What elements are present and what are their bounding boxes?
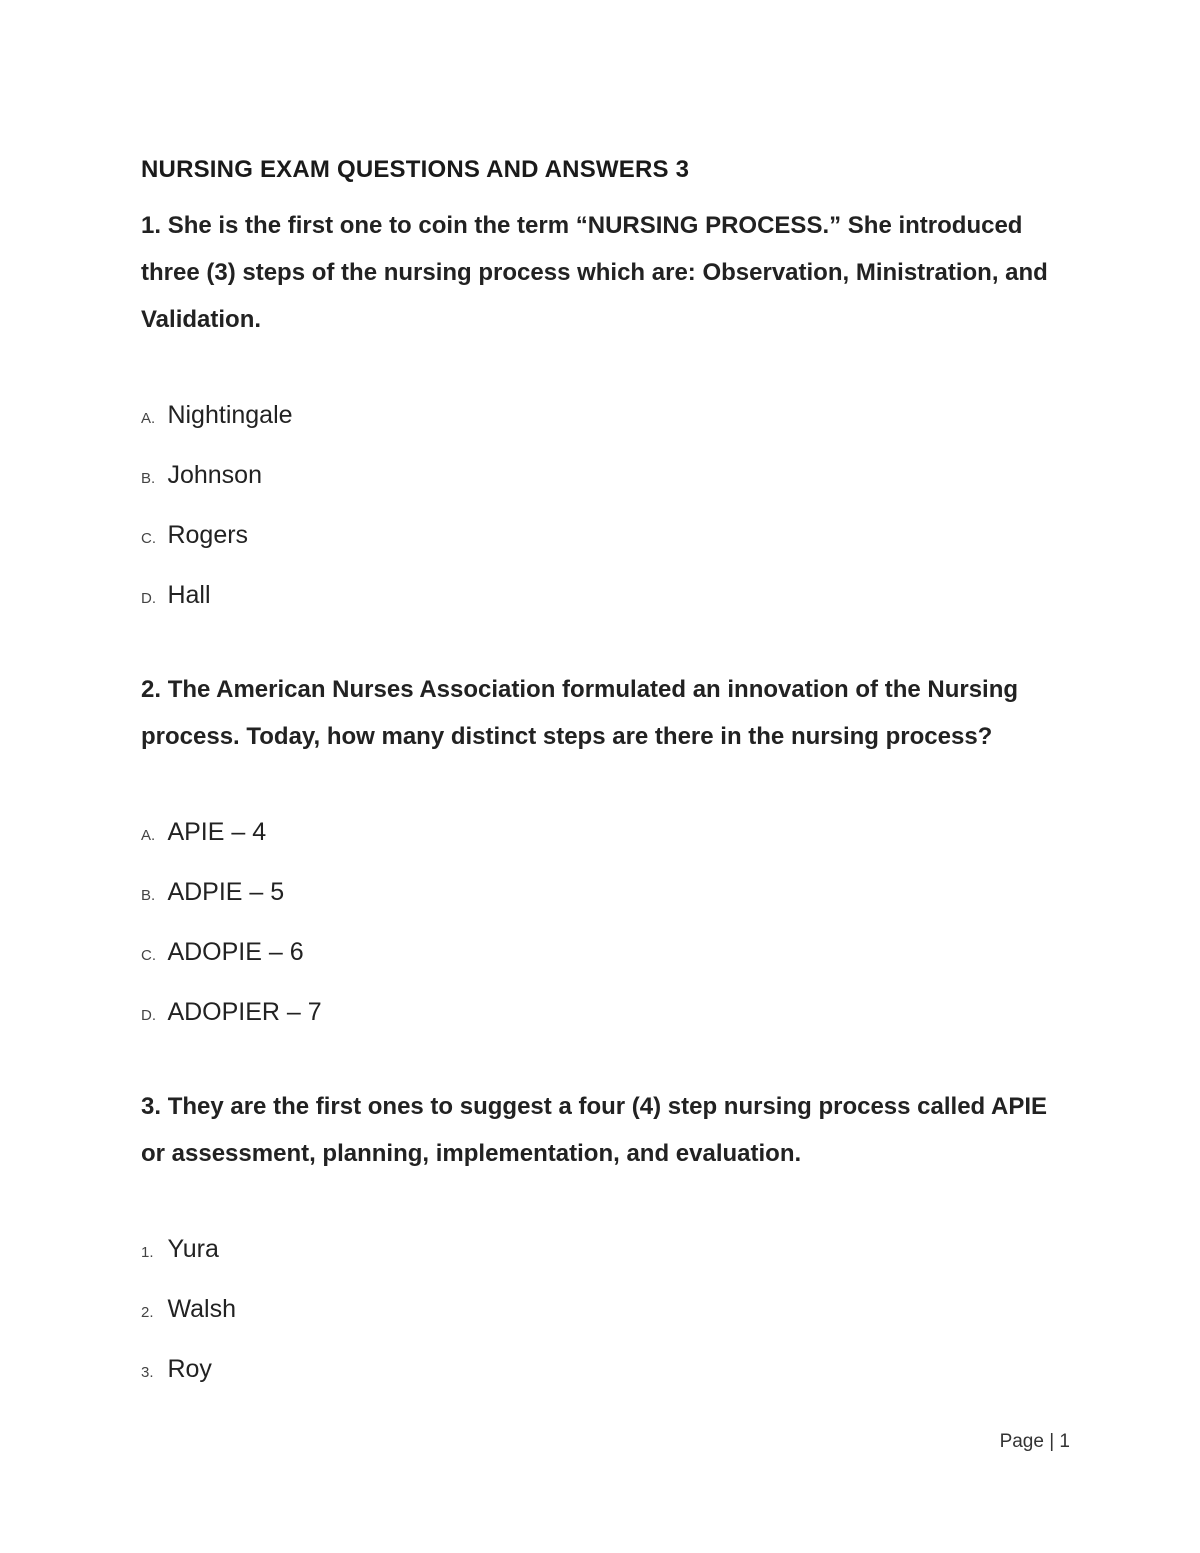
option-text: ADPIE – 5 [167, 878, 285, 906]
option-text: Nightingale [167, 401, 293, 429]
question-text: She is the first one to coin the term “NURSING PROCESS.” She introduced three (3) steps of the nursing process which are: Observation, Ministration, and Validation. [141, 212, 1048, 333]
option-marker: D. [141, 590, 156, 607]
option-marker: 3. [141, 1364, 154, 1381]
option-text: ADOPIE – 6 [167, 938, 304, 966]
question-text: The American Nurses Association formulated an innovation of the Nursing process. Today, how many distinct steps are there in the nursing process? [141, 676, 1019, 750]
option-3-3 [141, 1354, 212, 1388]
question-1 [141, 202, 1061, 343]
question-3 [141, 1083, 1061, 1177]
option-1a [141, 400, 293, 434]
option-2c [141, 937, 304, 971]
option-marker: 1. [141, 1244, 154, 1261]
option-marker: A. [141, 827, 156, 844]
option-text: Rogers [167, 521, 249, 549]
page-title: NURSING EXAM QUESTIONS AND ANSWERS 3 [141, 156, 690, 183]
option-1c [141, 520, 248, 554]
option-text: Walsh [167, 1295, 236, 1323]
question-number: 2. [141, 676, 162, 703]
option-2b [141, 877, 284, 911]
option-1d [141, 580, 211, 614]
option-text: APIE – 4 [167, 818, 267, 846]
option-marker: C. [141, 530, 156, 547]
option-3-1 [141, 1234, 219, 1268]
option-marker: 2. [141, 1304, 154, 1321]
page-number: Page | 1 [999, 1431, 1070, 1452]
question-text: They are the first ones to suggest a four (4) step nursing process called APIE or assessment, planning, implementation, and evaluation. [141, 1093, 1048, 1167]
option-marker: C. [141, 947, 156, 964]
option-marker: B. [141, 887, 156, 904]
question-number: 1. [141, 212, 162, 239]
option-1b [141, 460, 262, 494]
option-2a [141, 817, 266, 851]
option-text: Roy [167, 1355, 212, 1383]
option-marker: D. [141, 1007, 156, 1024]
option-text: ADOPIER – 7 [167, 998, 322, 1026]
option-text: Yura [167, 1235, 219, 1263]
option-marker: A. [141, 410, 156, 427]
option-2d [141, 997, 322, 1031]
question-2 [141, 666, 1061, 760]
option-3-2 [141, 1294, 236, 1328]
question-number: 3. [141, 1093, 162, 1120]
option-text: Hall [167, 581, 211, 609]
option-marker: B. [141, 470, 156, 487]
option-text: Johnson [167, 461, 262, 489]
